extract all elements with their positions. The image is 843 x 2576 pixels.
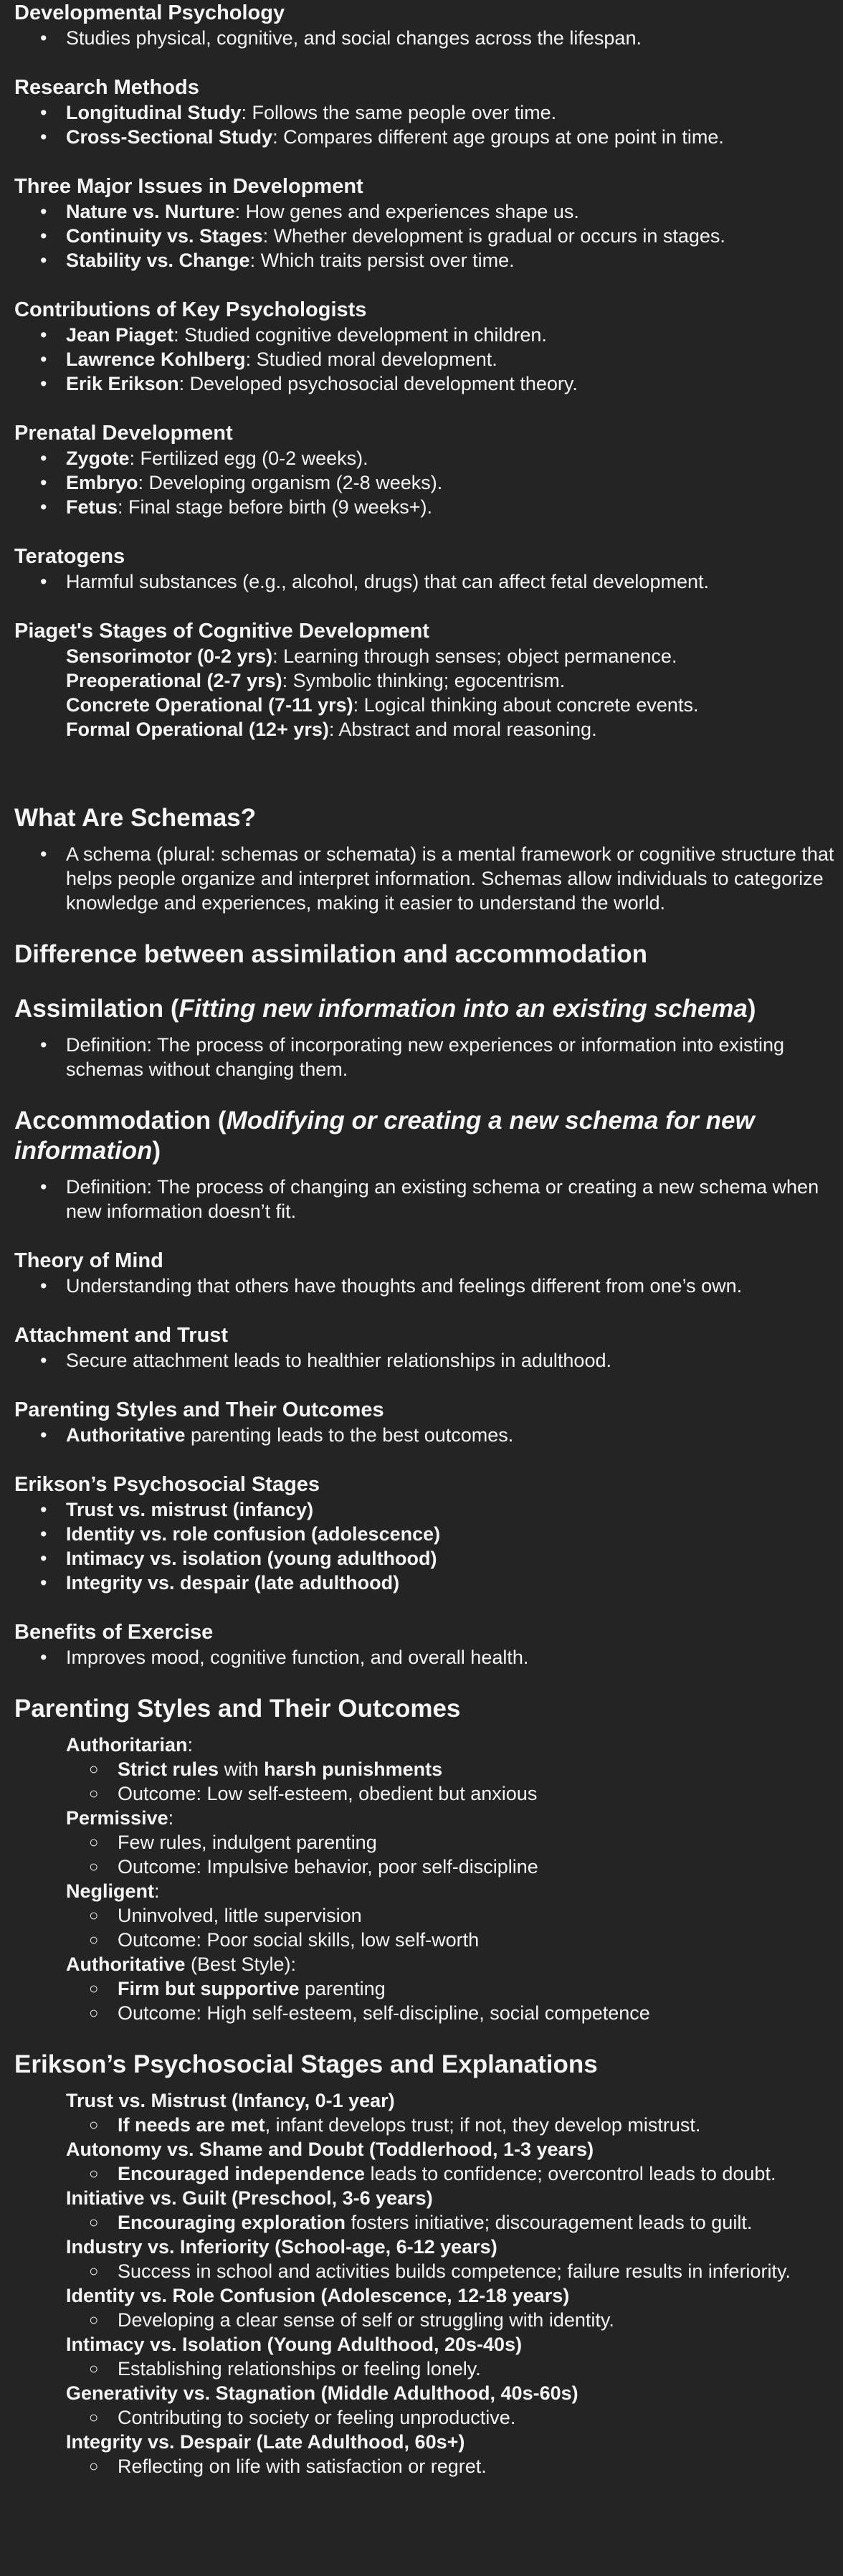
list-item bbox=[14, 2210, 843, 2235]
term: Sensorimotor (0-2 yrs) bbox=[66, 645, 273, 667]
list-item: • Improves mood, cognitive function, and overall health. bbox=[14, 1645, 843, 1670]
style-name: Authoritative bbox=[66, 1954, 186, 1975]
list-item bbox=[14, 693, 843, 717]
term: Formal Operational (12+ yrs) bbox=[66, 719, 329, 740]
term: Trust vs. mistrust (infancy) bbox=[66, 1499, 314, 1520]
bullet-list bbox=[14, 26, 843, 50]
term: Authoritative bbox=[66, 1424, 186, 1446]
stage-name bbox=[14, 2332, 843, 2357]
stage-title: Industry vs. Inferiority (School-age, 6-12 years) bbox=[66, 2236, 497, 2258]
section-heading: Benefits of Exercise bbox=[14, 1621, 214, 1644]
list-item: • Secure attachment leads to healthier relationships in adulthood. bbox=[14, 1348, 843, 1373]
stage-title: Intimacy vs. Isolation (Young Adulthood, 20s-40s) bbox=[66, 2334, 523, 2355]
stage-name bbox=[14, 2235, 843, 2259]
style-permissive bbox=[14, 1806, 843, 1830]
term: Preoperational (2-7 yrs) bbox=[66, 670, 282, 691]
definition: : Studied moral development. bbox=[245, 349, 497, 370]
definition: : Compares different age groups at one point in time. bbox=[272, 126, 724, 148]
section-heading: Developmental Psychology bbox=[14, 1, 285, 24]
heading-text: Accommodation ( bbox=[14, 1107, 227, 1135]
stage-title: Autonomy vs. Shame and Doubt (Toddlerhood, 1-3 years) bbox=[66, 2139, 594, 2160]
list-item bbox=[14, 2113, 843, 2137]
definition: : Developing organism (2-8 weeks). bbox=[138, 472, 443, 493]
list-item bbox=[14, 1976, 843, 2001]
list-item: • A schema (plural: schemas or schemata) is a mental framework or cognitive structure that helps people organize and interpret information. Schemas allow individuals to categorize knowledge and experiences, making it easier to understand the world. bbox=[14, 842, 843, 915]
text: fosters initiative; discouragement leads to guilt. bbox=[346, 2212, 753, 2233]
term: Jean Piaget bbox=[66, 324, 174, 346]
heading-text: ) bbox=[747, 995, 756, 1023]
term: Identity vs. role confusion (adolescence) bbox=[66, 1523, 441, 1545]
term: Encouraged independence bbox=[118, 2163, 366, 2184]
heading-emphasis: Modifying or creating a new schema for new information bbox=[14, 1107, 755, 1165]
definition: : Studied cognitive development in children. bbox=[173, 324, 547, 346]
circle-list bbox=[14, 1757, 843, 1806]
bullet-list bbox=[14, 1423, 843, 1447]
term: Firm but supportive bbox=[118, 1978, 300, 1999]
list-item: • Harmful substances (e.g., alcohol, drugs) that can affect fetal development. bbox=[14, 569, 843, 594]
definition: : Logical thinking about concrete events. bbox=[353, 694, 699, 716]
stage-title: Integrity vs. Despair (Late Adulthood, 60s+) bbox=[66, 2431, 465, 2453]
circle-list bbox=[14, 2357, 843, 2381]
bullet-list bbox=[14, 199, 843, 273]
list-item bbox=[14, 224, 843, 248]
section-prenatal-development bbox=[14, 420, 843, 519]
circle-list bbox=[14, 1976, 843, 2025]
stage-title: Generativity vs. Stagnation (Middle Adulthood, 40s-60s) bbox=[66, 2382, 578, 2404]
list-item: ○ Reflecting on life with satisfaction or regret. bbox=[14, 2454, 843, 2478]
stage-name bbox=[14, 2186, 843, 2210]
list-item bbox=[14, 248, 843, 273]
definition: parenting leads to the best outcomes. bbox=[185, 1424, 514, 1446]
list-item bbox=[14, 1757, 843, 1781]
text: leads to confidence; overcontrol leads to doubt. bbox=[365, 2163, 776, 2184]
blank-space bbox=[14, 742, 843, 803]
stage-title: Initiative vs. Guilt (Preschool, 3-6 years) bbox=[66, 2187, 433, 2209]
circle-list bbox=[14, 2308, 843, 2332]
heading-emphasis: Fitting new information into an existing schema bbox=[178, 995, 748, 1023]
list-item bbox=[14, 1571, 843, 1595]
list-item bbox=[14, 1546, 843, 1571]
style-authoritarian bbox=[14, 1733, 843, 1757]
term: Cross-Sectional Study bbox=[66, 126, 273, 148]
section-heading: Erikson’s Psychosocial Stages bbox=[14, 1473, 320, 1496]
term: If needs are met bbox=[118, 2114, 265, 2136]
section-heading: Piaget's Stages of Cognitive Development bbox=[14, 620, 429, 643]
style-negligent bbox=[14, 1879, 843, 1903]
term: Continuity vs. Stages bbox=[66, 225, 263, 247]
section-heading: Parenting Styles and Their Outcomes bbox=[14, 1695, 461, 1723]
stage-name bbox=[14, 2381, 843, 2405]
style-name: Permissive bbox=[66, 1807, 168, 1829]
list-item: ○ Uninvolved, little supervision bbox=[14, 1903, 843, 1928]
section-developmental-psychology bbox=[14, 0, 843, 50]
bullet-list bbox=[14, 1033, 843, 1081]
definition: : Fertilized egg (0-2 weeks). bbox=[129, 448, 368, 469]
term: Encouraging exploration bbox=[118, 2212, 346, 2233]
list-item bbox=[14, 446, 843, 470]
section-attachment-trust bbox=[14, 1322, 843, 1373]
list-item bbox=[14, 717, 843, 742]
section-heading: Contributions of Key Psychologists bbox=[14, 298, 367, 321]
list-item: ○ Outcome: Impulsive behavior, poor self-discipline bbox=[14, 1855, 843, 1879]
section-piaget-stages bbox=[14, 618, 843, 742]
term: Erik Erikson bbox=[66, 373, 179, 394]
circle-list bbox=[14, 2405, 843, 2430]
section-heading: Theory of Mind bbox=[14, 1249, 163, 1272]
term: Nature vs. Nurture bbox=[66, 201, 235, 222]
list-item bbox=[14, 644, 843, 668]
list-item: • Definition: The process of changing an existing schema or creating a new schema when new information doesn’t fit. bbox=[14, 1175, 843, 1223]
section-teratogens bbox=[14, 544, 843, 594]
style-colon: : bbox=[168, 1807, 174, 1829]
definition: : Which traits persist over time. bbox=[249, 250, 515, 271]
circle-list bbox=[14, 2161, 843, 2186]
section-heading: Difference between assimilation and accommodation bbox=[14, 940, 647, 968]
circle-list bbox=[14, 2210, 843, 2235]
section-erikson-stages-detail bbox=[14, 2050, 843, 2478]
term: Embryo bbox=[66, 472, 138, 493]
section-schemas bbox=[14, 803, 843, 915]
section-parenting-styles-detail bbox=[14, 1694, 843, 2025]
term: Lawrence Kohlberg bbox=[66, 349, 246, 370]
section-assimilation-vs-accommodation bbox=[14, 939, 843, 970]
list-item: ○ Outcome: Low self-esteem, obedient but anxious bbox=[14, 1781, 843, 1806]
section-heading: Teratogens bbox=[14, 545, 125, 568]
section-erikson-stages-summary bbox=[14, 1472, 843, 1595]
list-item: • Definition: The process of incorporating new experiences or information into existing schemas without changing them. bbox=[14, 1033, 843, 1081]
term: Stability vs. Change bbox=[66, 250, 250, 271]
circle-list bbox=[14, 1830, 843, 1879]
section-assimilation bbox=[14, 994, 843, 1081]
list-item: • Understanding that others have thoughts and feelings different from one’s own. bbox=[14, 1274, 843, 1298]
section-heading: Prenatal Development bbox=[14, 422, 233, 445]
list-item: ○ Developing a clear sense of self or struggling with identity. bbox=[14, 2308, 843, 2332]
list-item bbox=[14, 323, 843, 347]
section-heading: Erikson’s Psychosocial Stages and Explanations bbox=[14, 2050, 598, 2078]
style-authoritative bbox=[14, 1952, 843, 1976]
term: Strict rules bbox=[118, 1758, 219, 1780]
section-heading: Parenting Styles and Their Outcomes bbox=[14, 1398, 384, 1421]
list-item bbox=[14, 2161, 843, 2186]
list-item: ○ Few rules, indulgent parenting bbox=[14, 1830, 843, 1855]
section-three-major-issues bbox=[14, 174, 843, 273]
text: parenting bbox=[299, 1978, 386, 1999]
list-item: ○ Contributing to society or feeling unproductive. bbox=[14, 2405, 843, 2430]
section-heading bbox=[14, 1106, 843, 1166]
section-heading bbox=[14, 994, 843, 1024]
section-heading: Research Methods bbox=[14, 76, 199, 99]
list-item: ○ Success in school and activities builds competence; failure results in inferiority. bbox=[14, 2259, 843, 2283]
list-item: ○ Outcome: Poor social skills, low self-worth bbox=[14, 1928, 843, 1952]
circle-list bbox=[14, 2259, 843, 2283]
list-item bbox=[14, 1423, 843, 1447]
list-item bbox=[14, 470, 843, 495]
stage-name bbox=[14, 2430, 843, 2454]
definition: : How genes and experiences shape us. bbox=[234, 201, 579, 222]
text: with bbox=[219, 1758, 265, 1780]
term: Zygote bbox=[66, 448, 130, 469]
stage-title: Trust vs. Mistrust (Infancy, 0-1 year) bbox=[66, 2090, 395, 2111]
definition: : Developed psychosocial development theory. bbox=[178, 373, 578, 394]
term: harsh punishments bbox=[264, 1758, 443, 1780]
section-heading: What Are Schemas? bbox=[14, 804, 257, 832]
bullet-list bbox=[14, 569, 843, 594]
circle-list bbox=[14, 1903, 843, 1952]
bullet-list bbox=[14, 100, 843, 149]
definition: : Abstract and moral reasoning. bbox=[328, 719, 597, 740]
term: Fetus bbox=[66, 496, 118, 518]
list-item bbox=[14, 371, 843, 396]
section-research-methods bbox=[14, 75, 843, 149]
definition: : Learning through senses; object permanence. bbox=[272, 645, 677, 667]
circle-list bbox=[14, 2113, 843, 2137]
term: Integrity vs. despair (late adulthood) bbox=[66, 1572, 400, 1594]
definition: : Whether development is gradual or occurs in stages. bbox=[262, 225, 725, 247]
list-item bbox=[14, 347, 843, 371]
bullet-list bbox=[14, 1645, 843, 1670]
heading-text: Assimilation ( bbox=[14, 995, 179, 1023]
bullet-list bbox=[14, 323, 843, 396]
style-name: Authoritarian bbox=[66, 1734, 188, 1756]
stage-name bbox=[14, 2137, 843, 2161]
list-item bbox=[14, 100, 843, 125]
definition: : Follows the same people over time. bbox=[241, 102, 557, 123]
term: Concrete Operational (7-11 yrs) bbox=[66, 694, 353, 716]
style-colon: : bbox=[154, 1880, 160, 1902]
section-heading: Three Major Issues in Development bbox=[14, 175, 363, 198]
bullet-list bbox=[14, 842, 843, 915]
list-item bbox=[14, 125, 843, 149]
term: Longitudinal Study bbox=[66, 102, 242, 123]
style-name: Negligent bbox=[66, 1880, 155, 1902]
stage-title: Identity vs. Role Confusion (Adolescence, 12-18 years) bbox=[66, 2285, 570, 2306]
list-item bbox=[14, 668, 843, 693]
list-item bbox=[14, 1522, 843, 1546]
section-benefits-of-exercise bbox=[14, 1619, 843, 1670]
list-item bbox=[14, 1497, 843, 1522]
section-accommodation bbox=[14, 1106, 843, 1223]
term: Intimacy vs. isolation (young adulthood) bbox=[66, 1548, 437, 1569]
heading-text: ) bbox=[152, 1137, 161, 1165]
bullet-list bbox=[14, 446, 843, 519]
section-parenting-styles-summary bbox=[14, 1397, 843, 1447]
stage-name bbox=[14, 2088, 843, 2113]
list-item: ○ Outcome: High self-esteem, self-discipline, social competence bbox=[14, 2001, 843, 2025]
bullet-list bbox=[14, 1348, 843, 1373]
list-item bbox=[14, 199, 843, 224]
bullet-list bbox=[14, 1497, 843, 1595]
section-theory-of-mind bbox=[14, 1248, 843, 1298]
style-note: (Best Style): bbox=[185, 1954, 297, 1975]
list-item: • Studies physical, cognitive, and social changes across the lifespan. bbox=[14, 26, 843, 50]
text: , infant develops trust; if not, they develop mistrust. bbox=[265, 2114, 701, 2136]
definition: : Final stage before birth (9 weeks+). bbox=[118, 496, 432, 518]
section-key-psychologists bbox=[14, 297, 843, 396]
stage-name bbox=[14, 2283, 843, 2308]
definition: : Symbolic thinking; egocentrism. bbox=[282, 670, 566, 691]
list-item bbox=[14, 495, 843, 519]
stage-list bbox=[14, 644, 843, 742]
bullet-list bbox=[14, 1274, 843, 1298]
circle-list bbox=[14, 2454, 843, 2478]
style-colon: : bbox=[187, 1734, 194, 1756]
list-item: ○ Establishing relationships or feeling lonely. bbox=[14, 2357, 843, 2381]
bullet-list bbox=[14, 1175, 843, 1223]
section-heading: Attachment and Trust bbox=[14, 1324, 229, 1347]
